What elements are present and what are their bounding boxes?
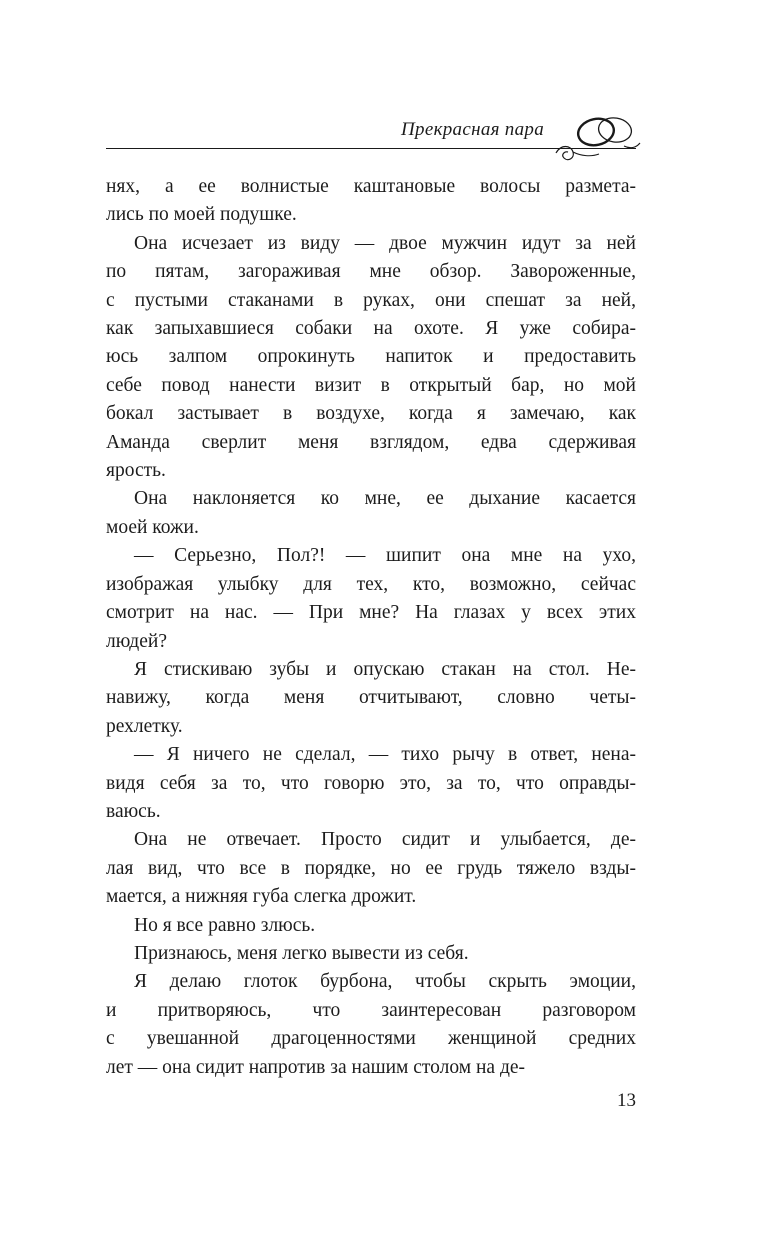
text-line: видя себя за то, что говорю это, за то, что оправды- (106, 772, 636, 794)
text-line: Она исчезает из виду — двое мужчин идут за ней (134, 232, 636, 254)
text-line: Но я все равно злюсь. (134, 914, 316, 936)
text-line: ваюсь. (106, 800, 161, 822)
text-line: бокал застывает в воздухе, когда я замечаю, как (106, 403, 636, 425)
text-line: нях, а ее волнистые каштановые волосы размета- (106, 176, 636, 197)
text-line: Я делаю глоток бурбона, чтобы скрыть эмоции, (134, 971, 636, 993)
text-line: мается, а нижняя губа слегка дрожит. (106, 886, 417, 908)
text-line: рехлетку. (106, 715, 183, 737)
text-line: ярость. (106, 460, 166, 482)
text-line: с пустыми стаканами в руках, они спешат за ней, (106, 289, 636, 311)
text-line: по пятам, загораживая мне обзор. Завороженные, (106, 261, 636, 283)
text-line: и притворяюсь, что заинтересован разговором (106, 999, 636, 1021)
wedding-rings-icon (550, 113, 642, 163)
page-number: 13 (617, 1090, 636, 1111)
text-line: лись по моей подушке. (106, 204, 297, 226)
text-line: с увешанной драгоценностями женщиной средних (106, 1028, 636, 1050)
text-line: лая вид, что все в порядке, но ее грудь тяжело взды- (106, 857, 636, 879)
text-line: изображая улыбку для тех, кто, возможно, сейчас (106, 573, 636, 595)
text-line: — Серьезно, Пол?! — шипит она мне на ухо, (134, 545, 636, 567)
text-line: — Я ничего не сделал, — тихо рычу в ответ, нена- (134, 744, 636, 766)
text-line: Признаюсь, меня легко вывести из себя. (134, 942, 469, 964)
text-line: Она наклоняется ко мне, ее дыхание касается (134, 488, 636, 510)
text-line: смотрит на нас. — При мне? На глазах у всех этих (106, 602, 636, 624)
page-header (106, 112, 636, 149)
text-line: себе повод нанести визит в открытый бар, но мой (106, 374, 636, 396)
text-line: Аманда сверлит меня взглядом, едва сдерживая (106, 431, 636, 453)
text-line: моей кожи. (106, 516, 199, 538)
text-block (106, 173, 636, 1082)
text-line: Она не отвечает. Просто сидит и улыбается, де- (134, 829, 636, 851)
text-line: людей? (106, 630, 167, 652)
text-line: лет — она сидит напротив за нашим столом на де- (106, 1056, 526, 1078)
running-title: Прекрасная пара (401, 119, 544, 140)
text-line: навижу, когда меня отчитывают, словно четы- (106, 687, 636, 709)
text-line: как запыхавшиеся собаки на охоте. Я уже собира- (106, 318, 636, 340)
text-line: юсь залпом опрокинуть напиток и предоставить (106, 346, 636, 368)
text-line: Я стискиваю зубы и опускаю стакан на стол. Не- (134, 658, 636, 680)
